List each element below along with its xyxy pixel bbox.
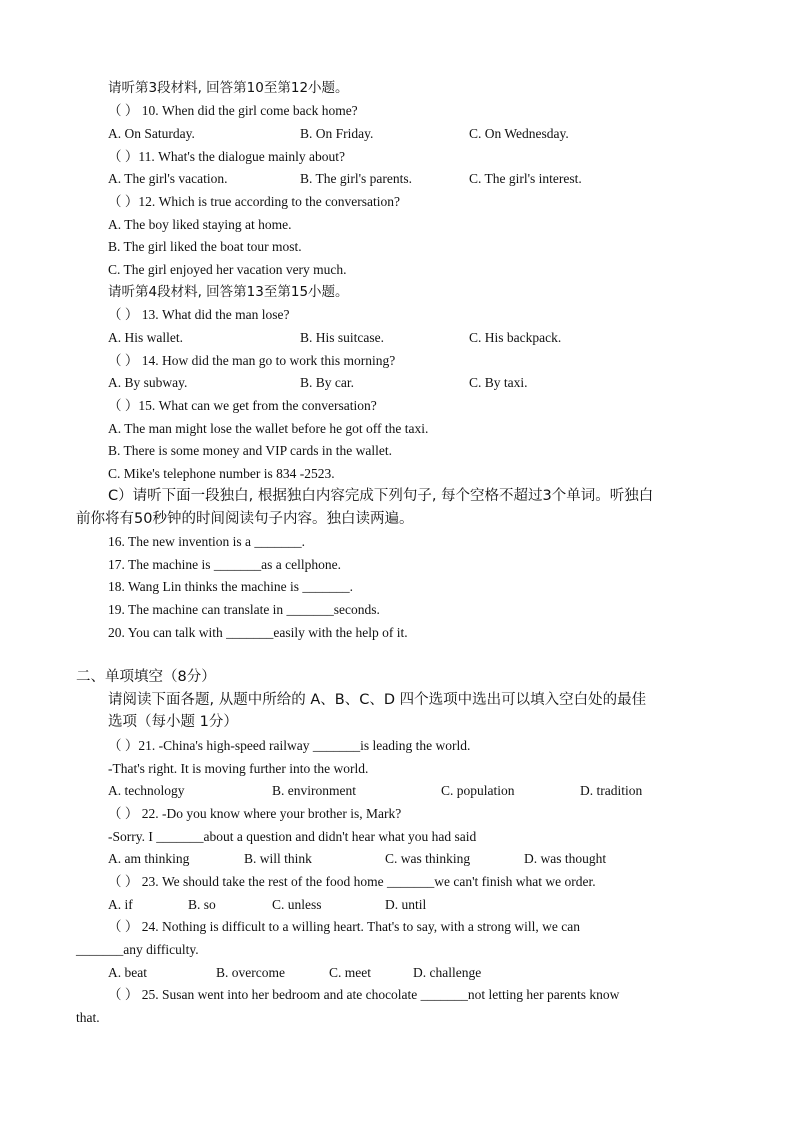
q23-option-d: D. until <box>385 897 427 912</box>
q14-option-b: B. By car. <box>300 375 354 390</box>
q24-stem: （ ） 24. Nothing is difficult to a willing heart. That's to say, with a strong will, we can <box>108 919 580 934</box>
q21-option-b: B. environment <box>272 783 356 798</box>
q19-sentence: 19. The machine can translate in _______seconds. <box>108 602 380 617</box>
q11-stem: （ ）11. What's the dialogue mainly about? <box>108 149 346 164</box>
section4-intro: 请听第4段材料, 回答第13至第15小题。 <box>108 284 349 300</box>
q10-stem: （ ） 10. When did the girl come back home? <box>108 103 358 118</box>
q10-option-c: C. On Wednesday. <box>469 126 569 141</box>
q24-option-a: A. beat <box>108 965 147 980</box>
section3-intro: 请听第3段材料, 回答第10至第12小题。 <box>108 80 349 96</box>
q22-option-d: D. was thought <box>524 851 607 866</box>
q10-option-a: A. On Saturday. <box>108 126 195 141</box>
q23-option-b: B. so <box>188 897 216 912</box>
q12-stem: （ ）12. Which is true according to the conversation? <box>108 194 401 209</box>
q21-option-c: C. population <box>441 783 515 798</box>
q16-sentence: 16. The new invention is a _______. <box>108 534 305 549</box>
q20-sentence: 20. You can talk with _______easily with the help of it. <box>108 625 408 640</box>
q13-option-c: C. His backpack. <box>469 330 562 345</box>
q22-option-a: A. am thinking <box>108 851 190 866</box>
q23-option-c: C. unless <box>272 897 322 912</box>
q12-option-c: C. The girl enjoyed her vacation very much. <box>108 262 347 277</box>
q24-option-c: C. meet <box>329 965 371 980</box>
q24-option-b: B. overcome <box>216 965 285 980</box>
q22-option-b: B. will think <box>244 851 312 866</box>
partC-instruction-line1: C）请听下面一段独白, 根据独白内容完成下列句子, 每个空格不超过3个单词。听独白 <box>108 488 654 504</box>
section2-instruction-line2: 选项（每小题 1分） <box>108 714 238 730</box>
q23-stem: （ ） 23. We should take the rest of the food home _______we can't finish what we order. <box>108 874 596 889</box>
q17-sentence: 17. The machine is _______as a cellphone. <box>108 557 341 572</box>
q13-stem: （ ） 13. What did the man lose? <box>108 307 290 322</box>
q14-option-a: A. By subway. <box>108 375 188 390</box>
q12-option-a: A. The boy liked staying at home. <box>108 217 292 232</box>
q21-line2: -That's right. It is moving further into the world. <box>108 761 369 776</box>
q13-option-a: A. His wallet. <box>108 330 183 345</box>
q21-option-d: D. tradition <box>580 783 643 798</box>
section2-instruction-line1: 请阅读下面各题, 从题中所给的 A、B、C、D 四个选项中选出可以填入空白处的最佳 <box>108 692 647 708</box>
q11-option-c: C. The girl's interest. <box>469 171 582 186</box>
q25-line2: that. <box>76 1010 100 1025</box>
q10-option-b: B. On Friday. <box>300 126 374 141</box>
partC-instruction-line2: 前你将有50秒钟的时间阅读句子内容。独白读两遍。 <box>76 511 414 527</box>
q18-sentence: 18. Wang Lin thinks the machine is _______. <box>108 579 354 594</box>
q24-option-d: D. challenge <box>413 965 482 980</box>
q12-option-b: B. The girl liked the boat tour most. <box>108 239 302 254</box>
q13-option-b: B. His suitcase. <box>300 330 384 345</box>
q25-stem: （ ） 25. Susan went into her bedroom and ate chocolate _______not letting her parents know <box>108 987 620 1002</box>
section2-heading: 二、单项填空（8分） <box>76 669 216 685</box>
q15-option-c: C. Mike's telephone number is 834 -2523. <box>108 466 335 481</box>
q22-stem: （ ） 22. -Do you know where your brother is, Mark? <box>108 806 402 821</box>
q15-option-b: B. There is some money and VIP cards in the wallet. <box>108 443 392 458</box>
q11-option-b: B. The girl's parents. <box>300 171 413 186</box>
q23-option-a: A. if <box>108 897 133 912</box>
q21-option-a: A. technology <box>108 783 185 798</box>
q22-line2: -Sorry. I _______about a question and didn't hear what you had said <box>108 829 477 844</box>
q15-stem: （ ）15. What can we get from the conversation? <box>108 398 377 413</box>
q14-stem: （ ） 14. How did the man go to work this morning? <box>108 353 396 368</box>
q15-option-a: A. The man might lose the wallet before he got off the taxi. <box>108 421 429 436</box>
q24-line2: _______any difficulty. <box>76 942 199 957</box>
q11-option-a: A. The girl's vacation. <box>108 171 228 186</box>
q14-option-c: C. By taxi. <box>469 375 528 390</box>
q22-option-c: C. was thinking <box>385 851 471 866</box>
q21-stem: （ ）21. -China's high-speed railway _______is leading the world. <box>108 738 471 753</box>
